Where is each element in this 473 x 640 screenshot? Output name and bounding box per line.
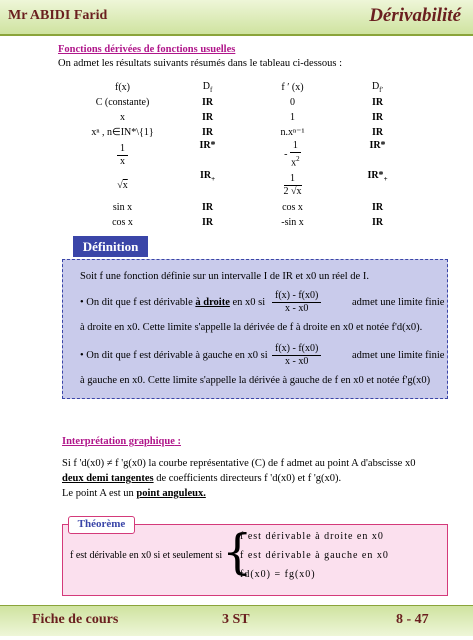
definition-right-continued: à droite en x0. Cette limite s'appelle la dérivée de f à droite en x0 et notée f'd(x0). xyxy=(80,322,423,333)
cell: cos x xyxy=(112,217,133,228)
cell: sin x xyxy=(112,202,133,213)
section-title-usual-derivatives: Fonctions dérivées de fonctions usuelles xyxy=(58,44,236,55)
footer-left: Fiche de cours xyxy=(32,612,119,627)
definition-right-statement: • On dit que f est dérivable à droite en x0 si xyxy=(80,297,266,308)
theorem-condition-equal: fd(x0) = fg(x0) xyxy=(240,569,316,580)
author-name: Mr ABIDI Farid xyxy=(8,8,108,23)
cell: IR xyxy=(201,112,214,123)
right-limit-text: admet une limite finie xyxy=(352,297,445,308)
table-header-row xyxy=(80,80,420,95)
header-fprime: f ′ (x) xyxy=(281,82,304,93)
section-intro: On admet les résultats suivants résumés dans le tableau ci-dessous : xyxy=(58,58,343,69)
table-row xyxy=(80,125,420,140)
page-topic: Dérivabilité xyxy=(369,5,461,26)
keyword-angular-point: point anguleux. xyxy=(136,488,206,499)
cell: xⁿ , n∈IN*\{1} xyxy=(91,127,154,138)
table-row xyxy=(80,200,420,215)
cell: $\frac{1}{x}$ xyxy=(80,140,165,170)
cell: IR xyxy=(371,202,384,213)
cell: IR xyxy=(371,112,384,123)
cell: IR* xyxy=(369,140,386,151)
cell: 0 xyxy=(290,97,295,108)
brace-symbol: { xyxy=(222,524,253,580)
header-dfprime: $D_{f'}$ xyxy=(371,81,384,94)
header-df: $D_f$ xyxy=(202,81,213,94)
cell: - $\frac{1}{x^2}$ xyxy=(284,140,300,169)
theorem-label: Théorème xyxy=(68,516,135,534)
right-difference-quotient: $\frac{f(x) - f(x0)}{x - x0}$ xyxy=(272,290,321,315)
footer-center: 3 ST xyxy=(222,612,250,627)
cell: x xyxy=(120,112,125,123)
cell: cos x xyxy=(282,202,303,213)
definition-left-continued: à gauche en x0. Cette limite s'appelle la dérivée à gauche de f en x0 et notée f'g(x0) xyxy=(80,375,431,386)
header-fx: f(x) xyxy=(115,82,130,93)
cell: $IR_+$ xyxy=(199,170,216,183)
left-difference-quotient: $\frac{f(x) - f(x0)}{x - x0}$ xyxy=(272,343,321,368)
cell: IR xyxy=(201,202,214,213)
cell: IR xyxy=(201,97,214,108)
cell: IR* xyxy=(199,140,216,151)
theorem-statement: f est dérivable en x0 si et seulement si xyxy=(70,550,223,561)
keyword-right: à droite xyxy=(195,297,230,308)
table-row xyxy=(80,215,420,230)
cell: IR xyxy=(201,217,214,228)
cell: √x xyxy=(117,179,128,191)
interpretation-line3: Le point A est un point anguleux. xyxy=(62,488,206,499)
cell: IR xyxy=(371,217,384,228)
header-divider xyxy=(0,34,473,36)
left-limit-text: admet une limite finie xyxy=(352,350,445,361)
keyword-half-tangents: deux demi tangentes xyxy=(62,473,154,484)
cell: $\frac{1}{2 √x}$ xyxy=(283,172,302,197)
cell: IR xyxy=(371,97,384,108)
cell: n.xⁿ⁻¹ xyxy=(280,127,305,138)
cell: 1 xyxy=(290,112,295,123)
cell: IR xyxy=(201,127,214,138)
cell: -sin x xyxy=(281,217,304,228)
section-title-interpretation: Interprétation graphique : xyxy=(62,436,181,447)
interpretation-line1: Si f 'd(x0) ≠ f 'g(x0) la courbe représentative (C) de f admet au point A d'abscisse x0 xyxy=(62,458,416,469)
cell: IR xyxy=(371,127,384,138)
derivatives-table xyxy=(80,80,420,230)
theorem-condition-right: f est dérivable à droite en x0 xyxy=(240,531,384,542)
cell: $IR*_+$ xyxy=(367,170,388,183)
definition-intro: Soit f une fonction définie sur un intervalle I de IR et x0 un réel de I. xyxy=(80,271,369,282)
table-row xyxy=(80,140,420,170)
definition-left-statement: • On dit que f est dérivable à gauche en x0 si xyxy=(80,350,268,361)
theorem-condition-left: f est dérivable à gauche en x0 xyxy=(240,550,389,561)
definition-label: Définition xyxy=(73,236,148,257)
footer-page-number: 8 - 47 xyxy=(396,612,429,627)
table-row xyxy=(80,170,420,200)
table-row xyxy=(80,95,420,110)
cell: C (constante) xyxy=(95,97,150,108)
table-row xyxy=(80,110,420,125)
interpretation-line2: deux demi tangentes de coefficients directeurs f 'd(x0) et f 'g(x0). xyxy=(62,473,342,484)
